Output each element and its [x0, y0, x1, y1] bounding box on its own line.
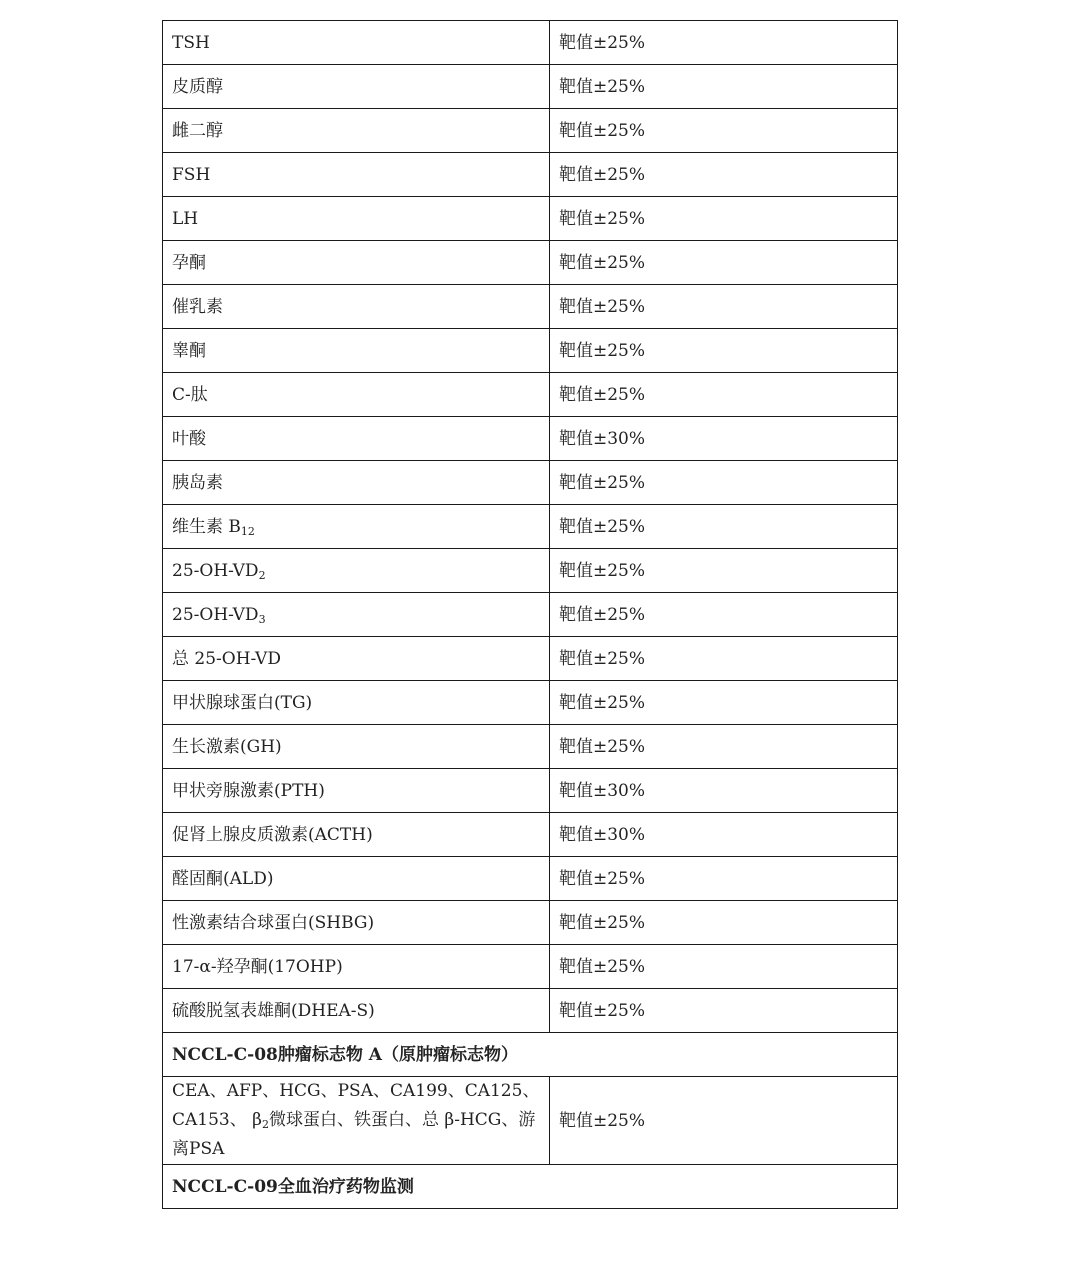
item-tolerance: 靶值±25%: [550, 901, 898, 945]
item-tolerance: 靶值±25%: [550, 285, 898, 329]
item-name-text: 17-α-羟孕酮(17OHP): [172, 956, 343, 977]
item-name: [163, 857, 550, 901]
item-tolerance: 靶值±25%: [550, 593, 898, 637]
item-name: [163, 109, 550, 153]
table-row: [163, 681, 898, 725]
item-name-text: 孕酮: [172, 252, 206, 273]
item-name: [163, 725, 550, 769]
item-subscript: 12: [240, 524, 255, 538]
item-name-text: 醛固酮(ALD): [172, 868, 274, 889]
item-subscript: 3: [258, 612, 266, 626]
table-body: [163, 21, 898, 1209]
item-tolerance: 靶值±25%: [550, 857, 898, 901]
table-row: [163, 989, 898, 1033]
item-tolerance: 靶值±25%: [550, 637, 898, 681]
table-row: [163, 285, 898, 329]
item-tolerance: 靶值±25%: [550, 505, 898, 549]
table-row: [163, 1077, 898, 1165]
table-row: [163, 945, 898, 989]
item-name: [163, 417, 550, 461]
table-row: [163, 21, 898, 65]
item-name: [163, 197, 550, 241]
table-row: [163, 549, 898, 593]
item-name: [163, 1077, 550, 1165]
section-title: NCCL-C-08肿瘤标志物 A（原肿瘤标志物）: [163, 1033, 898, 1077]
item-tolerance: 靶值±30%: [550, 813, 898, 857]
table-row: [163, 637, 898, 681]
table-row: [163, 109, 898, 153]
item-tolerance: 靶值±25%: [550, 153, 898, 197]
item-subscript: 2: [258, 568, 266, 582]
table-row: [163, 593, 898, 637]
item-name-text: 硫酸脱氢表雄酮(DHEA-S): [172, 1000, 375, 1021]
table-row: [163, 901, 898, 945]
item-name: [163, 153, 550, 197]
item-name: [163, 681, 550, 725]
section-row-tumor-markers: [163, 1033, 898, 1077]
item-name-text: C-肽: [172, 384, 208, 405]
item-name: [163, 549, 550, 593]
item-name-text: 总 25-OH-VD: [172, 648, 281, 669]
table-row: [163, 329, 898, 373]
item-tolerance: 靶值±25%: [550, 65, 898, 109]
table-row: [163, 461, 898, 505]
item-name: [163, 813, 550, 857]
item-text: CEA、AFP、HCG、PSA、CA199、CA125、CA153、 β: [172, 1081, 540, 1130]
item-tolerance: 靶值±25%: [550, 373, 898, 417]
table-row: [163, 725, 898, 769]
table-row: [163, 153, 898, 197]
item-name: [163, 505, 550, 549]
item-name: [163, 945, 550, 989]
item-name-text: FSH: [172, 164, 211, 185]
section-row-drug-monitoring: [163, 1165, 898, 1209]
item-name-text: 睾酮: [172, 340, 206, 361]
item-tolerance: 靶值±25%: [550, 329, 898, 373]
item-name-text: TSH: [172, 32, 210, 53]
table-row: [163, 65, 898, 109]
table-row: [163, 197, 898, 241]
item-tolerance: 靶值±25%: [550, 197, 898, 241]
item-name: [163, 285, 550, 329]
item-tolerance: 靶值±25%: [550, 109, 898, 153]
item-name: [163, 329, 550, 373]
item-name-text: 促肾上腺皮质激素(ACTH): [172, 824, 373, 845]
item-tolerance: 靶值±25%: [550, 549, 898, 593]
table-row: [163, 857, 898, 901]
item-name-text: 25-OH-VD: [172, 604, 259, 625]
item-tolerance: 靶值±30%: [550, 417, 898, 461]
item-tolerance: 靶值±25%: [550, 989, 898, 1033]
item-name-text: 催乳素: [172, 296, 223, 317]
table-row: [163, 241, 898, 285]
item-name: [163, 21, 550, 65]
table-row: [163, 417, 898, 461]
item-tolerance: 靶值±25%: [550, 21, 898, 65]
item-name: [163, 241, 550, 285]
item-name-text: 生长激素(GH): [172, 736, 282, 757]
table-row: [163, 813, 898, 857]
item-name-text: 皮质醇: [172, 76, 223, 97]
item-name: [163, 373, 550, 417]
table-row: [163, 373, 898, 417]
item-name-text: 25-OH-VD: [172, 560, 259, 581]
item-tolerance: 靶值±25%: [550, 945, 898, 989]
item-name: [163, 769, 550, 813]
item-name: [163, 989, 550, 1033]
item-tolerance: 靶值±25%: [550, 1077, 898, 1165]
table-row: [163, 769, 898, 813]
item-name-text: 维生素 B: [172, 516, 241, 537]
table-row: [163, 505, 898, 549]
item-subscript: 2: [261, 1118, 269, 1131]
item-name: [163, 461, 550, 505]
item-name: [163, 593, 550, 637]
section-title: NCCL-C-09全血治疗药物监测: [163, 1165, 898, 1209]
item-name-text: 雌二醇: [172, 120, 223, 141]
item-name-text: 叶酸: [172, 428, 206, 449]
item-tolerance: 靶值±30%: [550, 769, 898, 813]
item-name-text: 甲状腺球蛋白(TG): [172, 692, 313, 713]
item-text: 微球蛋白、铁蛋白、总 β-HCG、游离PSA: [172, 1110, 536, 1159]
item-name-text: 性激素结合球蛋白(SHBG): [172, 912, 375, 933]
item-name: [163, 637, 550, 681]
item-tolerance: 靶值±25%: [550, 241, 898, 285]
item-name-text: 甲状旁腺激素(PTH): [172, 780, 325, 801]
item-tolerance: 靶值±25%: [550, 725, 898, 769]
item-tolerance: 靶值±25%: [550, 681, 898, 725]
item-tolerance: 靶值±25%: [550, 461, 898, 505]
item-name: [163, 65, 550, 109]
item-name-text: LH: [172, 208, 199, 229]
item-name: [163, 901, 550, 945]
item-name-text: 胰岛素: [172, 472, 223, 493]
tolerance-table: [162, 20, 898, 1209]
